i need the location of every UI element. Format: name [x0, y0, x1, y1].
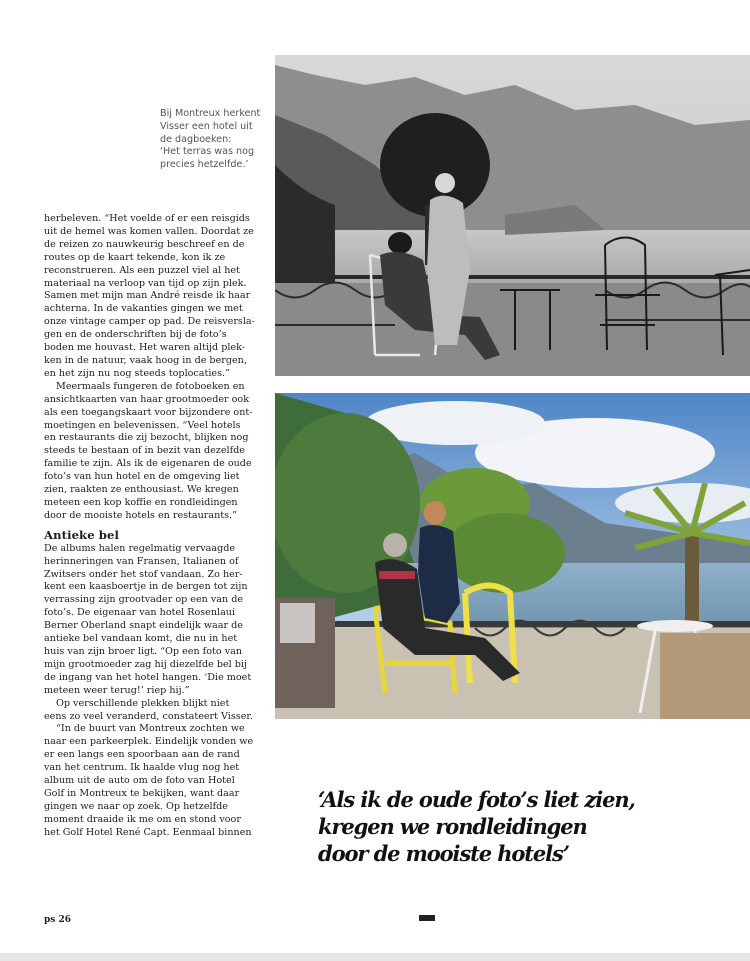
text-line: moetingen en belevenissen. “Veel hotels: [44, 419, 241, 431]
text-line: “In de buurt van Montreux zochten we: [56, 723, 245, 735]
text-line: van het centrum. Ik haalde vlug nog het: [44, 762, 240, 774]
text-line: meteen weer terug!’ riep hij.”: [44, 684, 190, 696]
modern-terrace-photo: [275, 393, 750, 719]
text-line: de ingang van het hotel hangen. ‘Die moet: [44, 671, 252, 683]
text-line: Meermaals fungeren de fotoboeken en: [56, 380, 245, 392]
text-line: reconstrueren. Als een puzzel viel al het: [44, 264, 240, 276]
text-line: er een langs een spoorbaan aan de rand: [44, 749, 240, 761]
text-line: Samen met mijn man André reisde ik haar: [44, 290, 251, 302]
paragraph-4: [44, 698, 256, 724]
text-line: uit de hemel was komen vallen. Doordat ze: [44, 225, 254, 237]
vintage-terrace-photo: [275, 55, 750, 376]
quote-line: door de mooiste hotels’: [318, 841, 569, 866]
text-line: familie te zijn. Als ik de eigenaren de oude: [44, 458, 252, 470]
text-line: eens zo veel veranderd, constateert Visser.: [44, 710, 253, 722]
page-number: ps 26: [44, 915, 72, 925]
pull-quote: [318, 786, 635, 867]
text-line: mijn grootmoeder zag hij diezelfde bel bij: [44, 658, 247, 670]
text-line: huis van zijn broer ligt. “Op een foto van: [44, 646, 243, 657]
article-body: [44, 213, 256, 840]
text-line: herbeleven. “Het voelde of er een reisgids: [44, 213, 250, 224]
paragraph-5: [44, 723, 256, 839]
text-line: Op verschillende plekken blijkt niet: [56, 697, 230, 709]
text-line: kent een kaasboertje in de bergen tot zijn: [44, 581, 248, 593]
footer-band: [0, 953, 750, 961]
paragraph-3: [44, 543, 256, 698]
text-line: naar een parkeerplek. Eindelijk vonden we: [44, 736, 254, 748]
text-line: steeds te bestaan of in bezit van dezelfde: [44, 445, 245, 457]
text-line: Berner Oberland snapt eindelijk waar de: [44, 620, 243, 632]
text-line: de reizen zo nauwkeurig beschreef en de: [44, 238, 245, 250]
photo-caption: [160, 108, 268, 172]
text-line: boden me houvast. Het waren altijd plek-: [44, 342, 245, 354]
paragraph-1: [44, 213, 256, 381]
end-of-article-mark: [419, 915, 435, 921]
text-line: Zwitsers onder het stof vandaan. Zo her-: [44, 568, 243, 580]
text-line: antieke bel vandaan komt, die nu in het: [44, 633, 238, 645]
caption-line: Bij Montreux herkent: [160, 108, 261, 119]
section-heading: Antieke bel: [44, 527, 119, 542]
caption-line: ‘Het terras was nog: [160, 146, 255, 158]
modern-photo-illustration: [275, 393, 750, 719]
caption-line: Visser een hotel uit: [160, 120, 253, 132]
text-line: onze vintage camper op pad. De reisversla-: [44, 316, 255, 328]
quote-line: kregen we rondleidingen: [318, 814, 587, 839]
paragraph-2: [44, 381, 256, 523]
text-line: herinneringen van Fransen, Italianen of: [44, 555, 239, 567]
text-line: het Golf Hotel René Capt. Eenmaal binnen: [44, 826, 252, 838]
text-line: als een toegangskaart voor bijzondere ont-: [44, 406, 253, 418]
text-line: gingen we naar op zoek. Op hetzelfde: [44, 800, 228, 812]
vintage-photo-illustration: [275, 55, 750, 376]
text-line: routes op de kaart tekende, kon ik ze: [44, 251, 226, 263]
text-line: materiaal na verloop van tijd op zijn plek.: [44, 277, 247, 289]
text-line: zien, raakten ze enthousiast. We kregen: [44, 484, 239, 496]
text-line: Golf in Montreux te bekijken, want daar: [44, 787, 240, 799]
caption-line: de dagboeken:: [160, 133, 232, 145]
text-line: achterna. In de vakanties gingen we met: [44, 303, 243, 315]
text-line: ansichtkaarten van haar grootmoeder ook: [44, 393, 250, 405]
text-line: gen en de onderschriften bij de foto’s: [44, 329, 227, 341]
text-line: ken in de natuur, vaak hoog in de bergen,: [44, 354, 247, 366]
text-line: meteen een kop koffie en rondleidingen: [44, 496, 238, 508]
text-line: foto’s van hun hotel en de omgeving liet: [44, 471, 240, 483]
text-line: door de mooiste hotels en restaurants.”: [44, 509, 238, 521]
quote-line: ‘Als ik de oude foto’s liet zien,: [318, 787, 635, 812]
text-line: foto’s. De eigenaar van hotel Rosenlaui: [44, 607, 236, 619]
text-line: en het zijn nu nog steeds toplocaties.”: [44, 367, 230, 379]
text-line: album uit de auto om de foto van Hotel: [44, 775, 235, 787]
text-line: en restaurants die zij bezocht, blijken nog: [44, 432, 249, 444]
text-line: moment draaide ik me om en stond voor: [44, 813, 241, 825]
text-line: verrassing zijn grootvader op een van de: [44, 594, 244, 606]
text-line: De albums halen regelmatig vervaagde: [44, 542, 236, 554]
caption-line: precies hetzelfde.’: [160, 159, 249, 171]
